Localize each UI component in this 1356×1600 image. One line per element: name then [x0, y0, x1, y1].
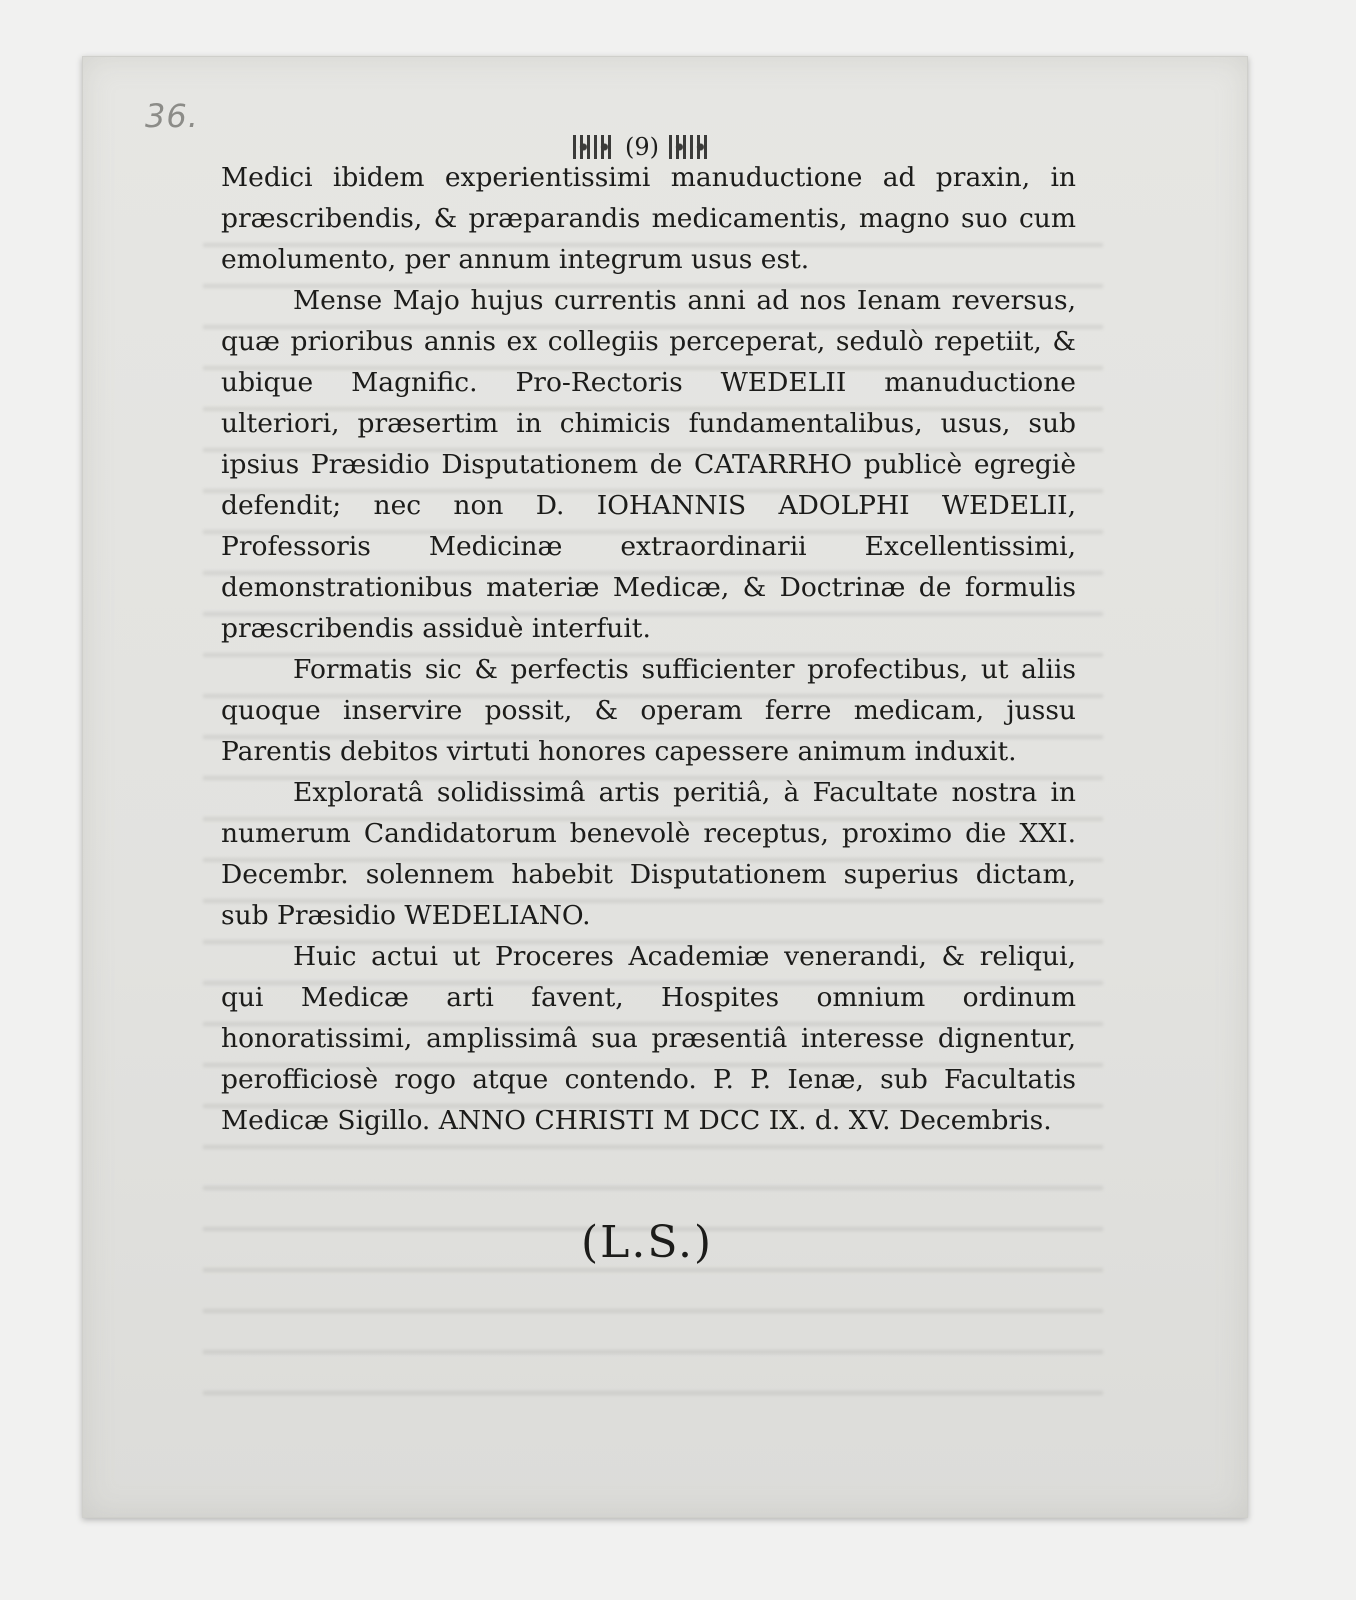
- handwritten-page-number: 36.: [145, 97, 199, 135]
- paragraph-1: Medici ibidem experientissimi manuductione ad praxin, in præscribendis, & præparandis medicamentis, magno suo cum emolumento, per annum integrum usus est.: [221, 162, 1076, 275]
- paragraph-2: Mense Majo hujus currentis anni ad nos Ienam reversus, quæ prioribus annis ex collegiis perceperat, sedulò repetiit, & ubique Magnific. Pro-Rectoris WEDELII manuductione ulteriori, præsertim in chimicis fundamentalibus, usus, sub ipsius Præsidio Disputationem de CATARRHO publicè egregiè defendit; nec non D. IOHANNIS ADOLPHI WEDELII, Professoris Medicinæ extraordinarii Excellentissimi, demonstrationibus materiæ Medicæ, & Doctrinæ de formulis præscribendis assiduè interfuit.: [221, 285, 1076, 644]
- paragraph-4: Exploratâ solidissimâ artis peritiâ, à Facultate nostra in numerum Candidatorum benevolè receptus, proximo die XXI. Decembr. solennem habebit Disputationem superius dictam, sub Præsidio WEDELIANO.: [221, 777, 1076, 931]
- right-ornament-icon: [669, 135, 711, 159]
- folio-number: (9): [625, 133, 659, 161]
- paragraph-3: Formatis sic & perfectis sufficienter profectibus, ut aliis quoque inservire possit, & operam ferre medicam, jussu Parentis debitos virtuti honores capessere animum induxit.: [221, 654, 1076, 767]
- left-ornament-icon: [573, 135, 615, 159]
- document-page: [82, 56, 1248, 1518]
- seal-mark: (L.S.): [581, 1217, 714, 1268]
- paragraph-5: Huic actui ut Proceres Academiæ venerandi, & reliqui, qui Medicæ arti favent, Hospites omnium ordinum honoratissimi, amplissimâ sua præsentiâ interesse dignentur, perofficiosè rogo atque contendo. P. P. Ienæ, sub Facultatis Medicæ Sigillo. ANNO CHRISTI M DCC IX. d. XV. Decembris.: [221, 941, 1076, 1136]
- body-text: [221, 157, 1076, 1141]
